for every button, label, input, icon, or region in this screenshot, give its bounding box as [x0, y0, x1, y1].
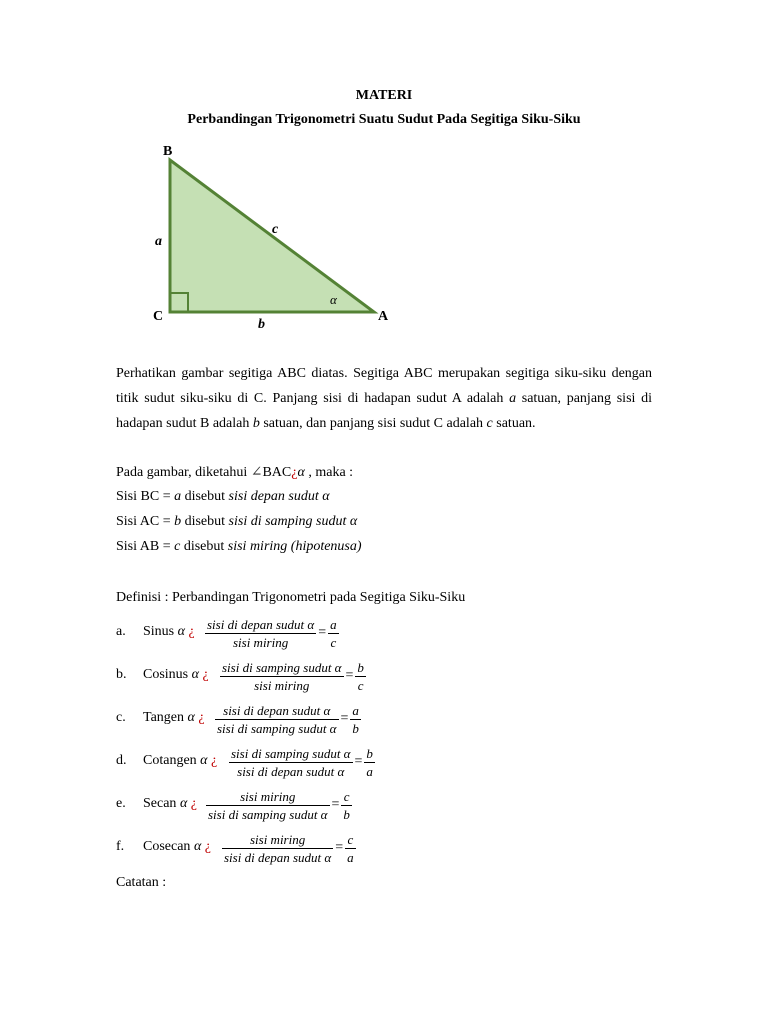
side-ab-line: Sisi AB = c disebut sisi miring (hipotenusa) — [116, 539, 362, 554]
fraction-words: $\frac{\text{sisi di samping sudut α}}{\text{sisi di depan sudut α}}$ — [231, 745, 351, 779]
angle-alpha-label: α — [330, 292, 337, 307]
given-angle-line: Pada gambar, diketahui ∠BAC¿α , maka : — [116, 465, 354, 480]
fraction-words: $\frac{\text{sisi di depan sudut α}}{\text{sisi di samping sudut α}}$ — [217, 702, 337, 736]
fraction-words: $\frac{\text{sisi di samping sudut α}}{\text{sisi miring}}$ — [222, 659, 342, 693]
page-title: MATERI — [355, 88, 413, 103]
right-triangle-figure — [140, 138, 400, 338]
vertex-a-label: A — [378, 309, 389, 324]
fraction-words: $\frac{\text{sisi miring}}{\text{sisi di depan sudut α}}$ — [224, 831, 332, 865]
fraction-words: $\frac{\text{sisi di depan sudut α}}{\text{sisi miring}}$ — [207, 616, 315, 650]
side-ac-line: Sisi AC = b disebut sisi di samping sudut α — [116, 514, 358, 529]
vertex-b-label: B — [163, 144, 173, 159]
fraction-letters: $\frac{b}{c}$ — [357, 659, 364, 693]
side-b-label: b — [258, 317, 265, 332]
fraction-letters: $\frac{a}{b}$ — [352, 702, 359, 736]
fraction-letters: $\frac{c}{b}$ — [343, 788, 350, 822]
page-subtitle: Perbandingan Trigonometri Suatu Sudut Pada Segitiga Siku-Siku — [187, 112, 581, 127]
side-c-label: c — [272, 222, 279, 237]
side-bc-line: Sisi BC = a disebut sisi depan sudut α — [116, 489, 330, 504]
fraction-letters: $\frac{a}{c}$ — [330, 616, 337, 650]
fraction-letters: $\frac{b}{a}$ — [366, 745, 373, 779]
note-label: Catatan : — [116, 875, 167, 890]
vertex-c-label: C — [153, 309, 164, 324]
fraction-words: $\frac{\text{sisi miring}}{\text{sisi di samping sudut α}}$ — [208, 788, 328, 822]
definition-heading: Definisi : Perbandingan Trigonometri pada Segitiga Siku-Siku — [116, 590, 466, 605]
intro-paragraph: Perhatikan gambar segitiga ABC diatas. Segitiga ABC merupakan segitiga siku-siku dengan titik sudut siku-siku di C. Panjang sisi di hadapan sudut A adalah a satuan, panjang sisi di hadapan sudut B adalah b satuan, dan panjang sisi sudut C adalah c satuan. — [116, 366, 652, 431]
side-a-label: a — [155, 234, 162, 249]
fraction-letters: $\frac{c}{a}$ — [347, 831, 354, 865]
